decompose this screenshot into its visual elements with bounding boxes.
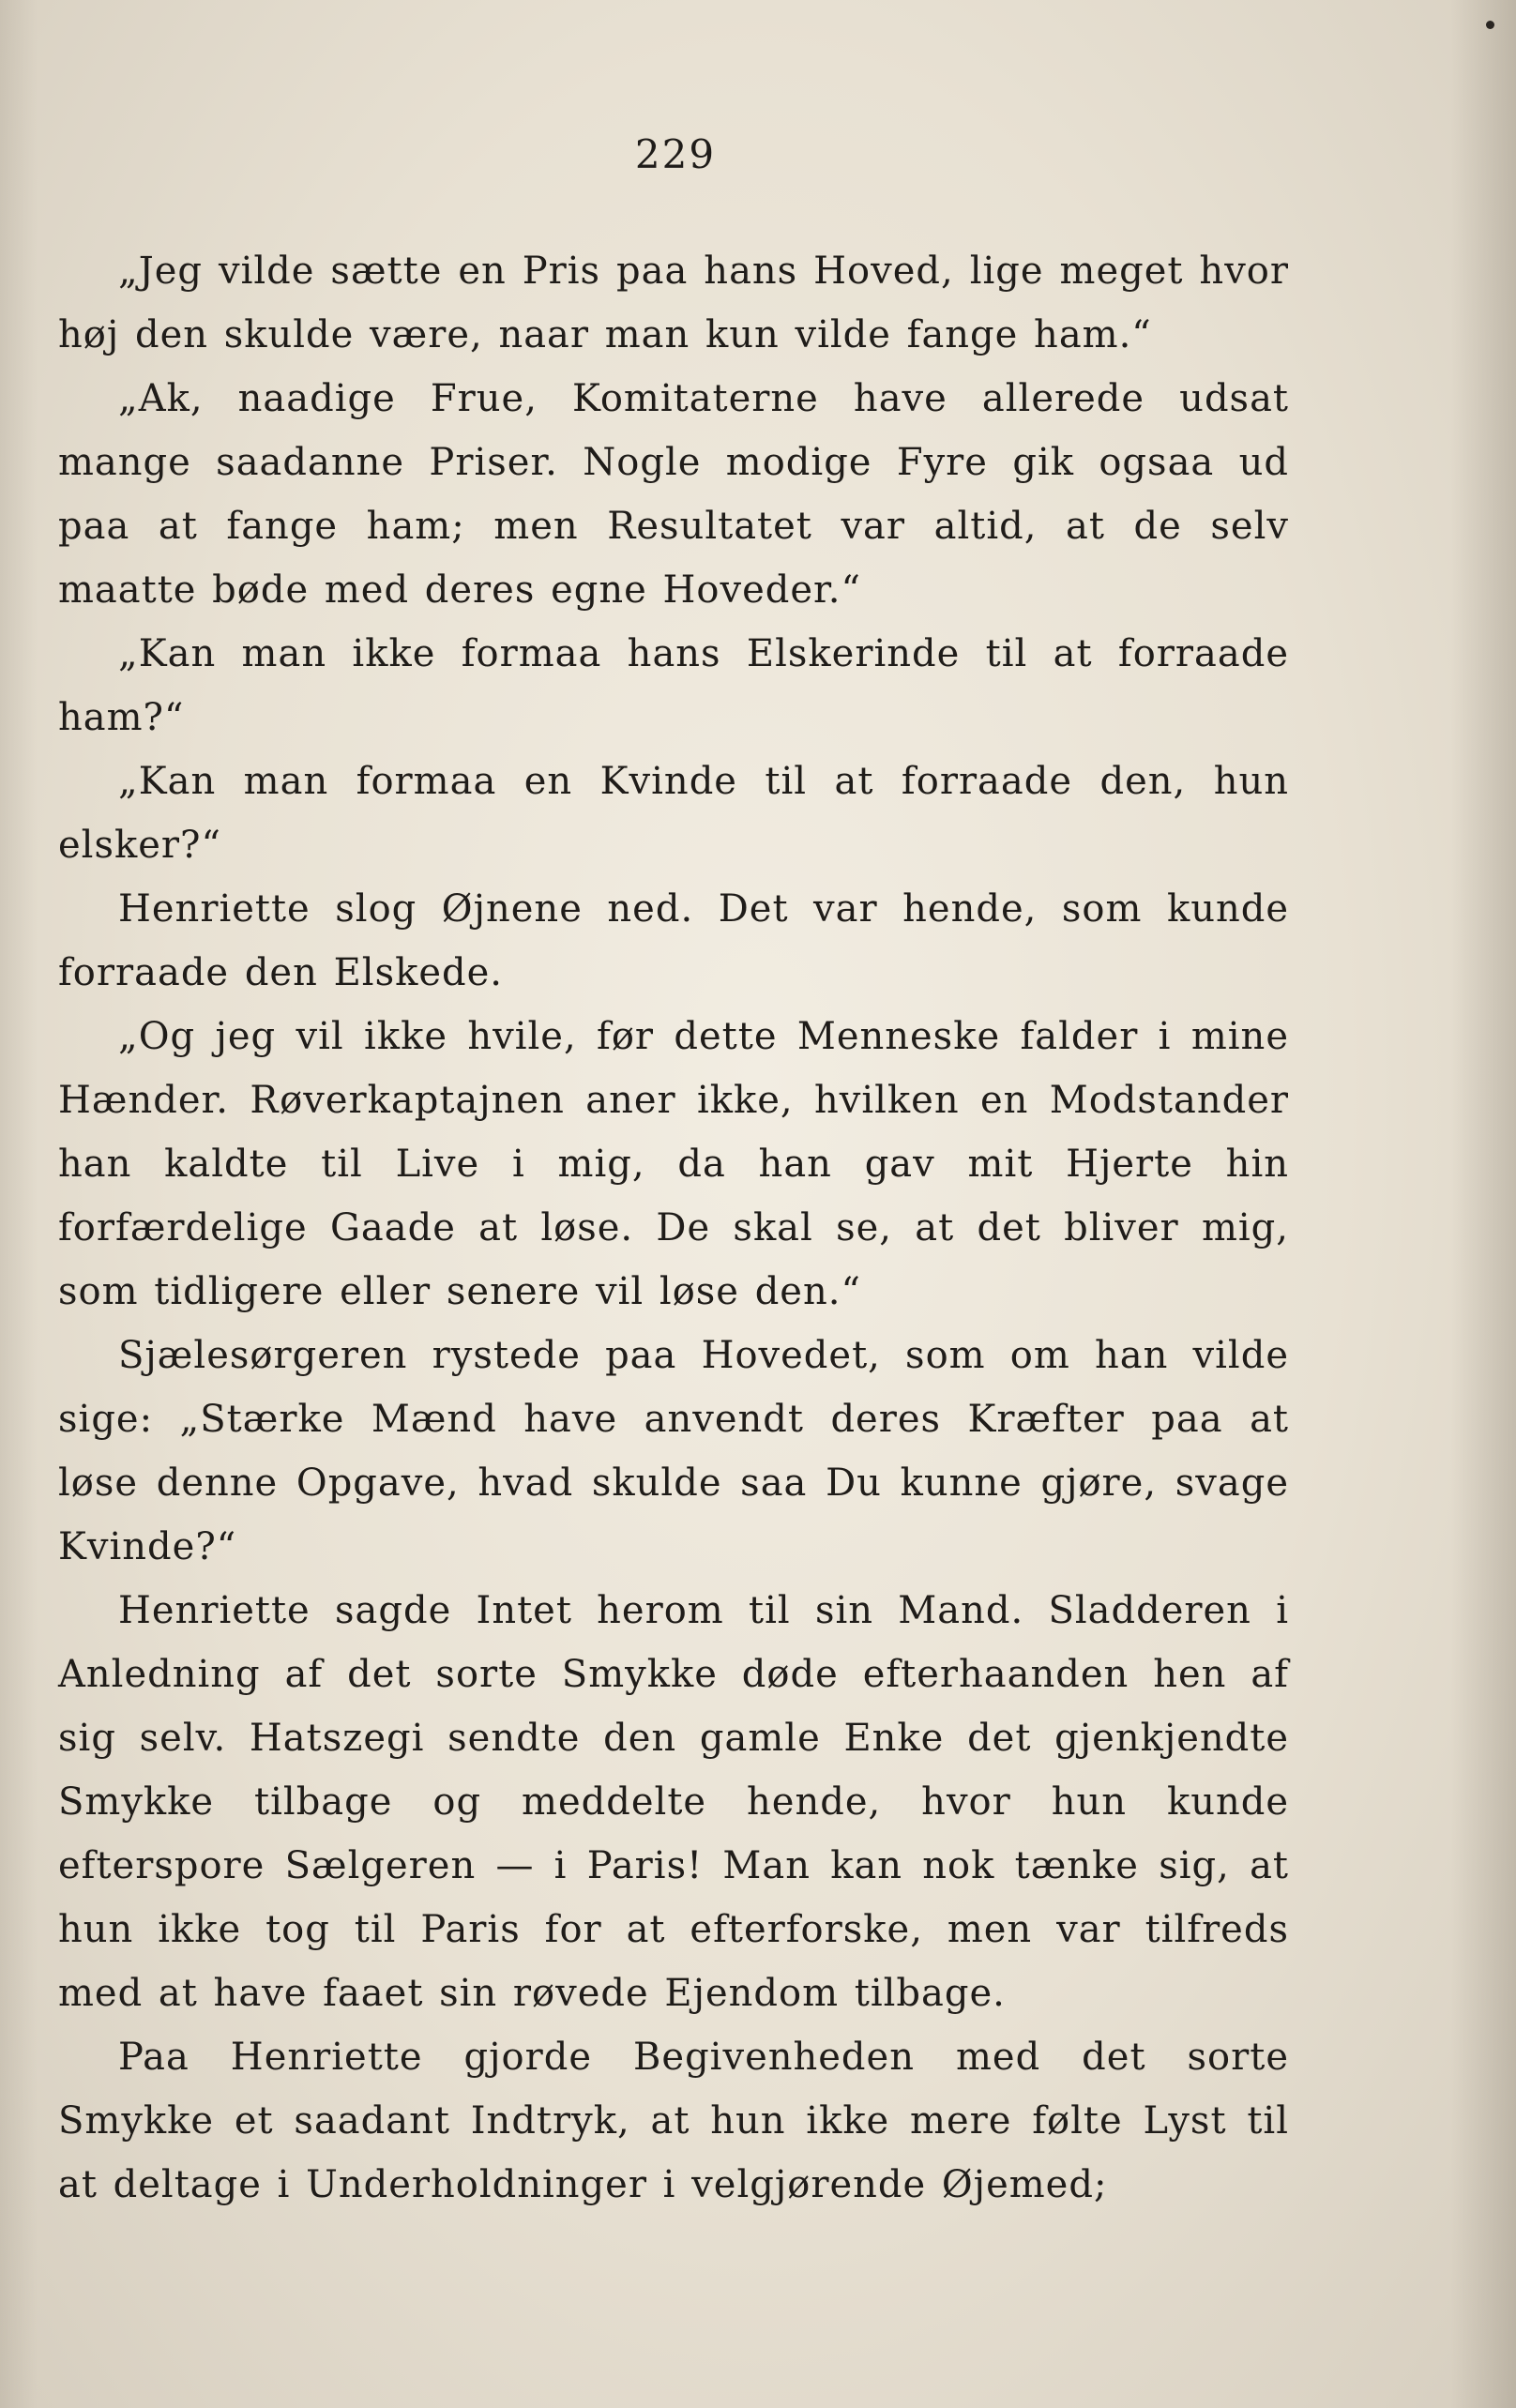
paragraph: Sjælesørgeren rystede paa Hovedet, som om han vilde sige: „Stærke Mænd have anvendt deres Kræfter paa at løse denne Opgave, hvad skulde saa Du kunne gjøre, svage Kvinde?“	[58, 1334, 1289, 1568]
paragraph: „Kan man formaa en Kvinde til at forraade den, hun elsker?“	[58, 760, 1289, 867]
paragraph: „Jeg vilde sætte en Pris paa hans Hoved, lige meget hvor høj den skulde være, naar man kun vilde fange ham.“	[58, 250, 1289, 356]
page-right-edge-shading	[1450, 0, 1516, 2408]
page-number: 229	[634, 131, 717, 177]
paragraph: „Og jeg vil ikke hvile, før dette Menneske falder i mine Hænder. Røverkaptajnen aner ikke, hvilken en Modstander han kaldte til Live i mig, da han gav mit Hjerte hin forfærdelige Gaade at løse. De skal se, at det bliver mig, som tidligere eller senere vil løse den.“	[58, 1015, 1289, 1313]
paragraph: „Ak, naadige Frue, Komitaterne have allerede udsat mange saadanne Priser. Nogle modige Fyre gik ogsaa ud paa at fange ham; men Resultatet var altid, at de selv maatte bøde med deres egne Hoveder.“	[58, 377, 1289, 612]
ink-speck	[1486, 21, 1494, 29]
paragraph: Henriette sagde Intet herom til sin Mand. Sladderen i Anledning af det sorte Smykke døde efterhaanden hen af sig selv. Hatszegi sendte den gamle Enke det gjenkjendte Smykke tilbage og meddelte hende, hvor hun kunde efterspore Sælgeren — i Paris! Man kan nok tænke sig, at hun ikke tog til Paris for at efterforske, men var tilfreds med at have faaet sin røvede Ejendom tilbage.	[58, 1589, 1289, 2015]
paragraph: Paa Henriette gjorde Begivenheden med det sorte Smykke et saadant Indtryk, at hun ikke mere følte Lyst til at deltage i Underholdninger i velgjørende Øjemed;	[58, 2036, 1289, 2206]
paragraph: „Kan man ikke formaa hans Elskerinde til at forraade ham?“	[58, 632, 1289, 739]
paragraph: Henriette slog Øjnene ned. Det var hende, som kunde forraade den Elskede.	[58, 887, 1289, 994]
body-text	[58, 239, 1289, 2217]
page-left-edge-shading	[0, 0, 38, 2408]
